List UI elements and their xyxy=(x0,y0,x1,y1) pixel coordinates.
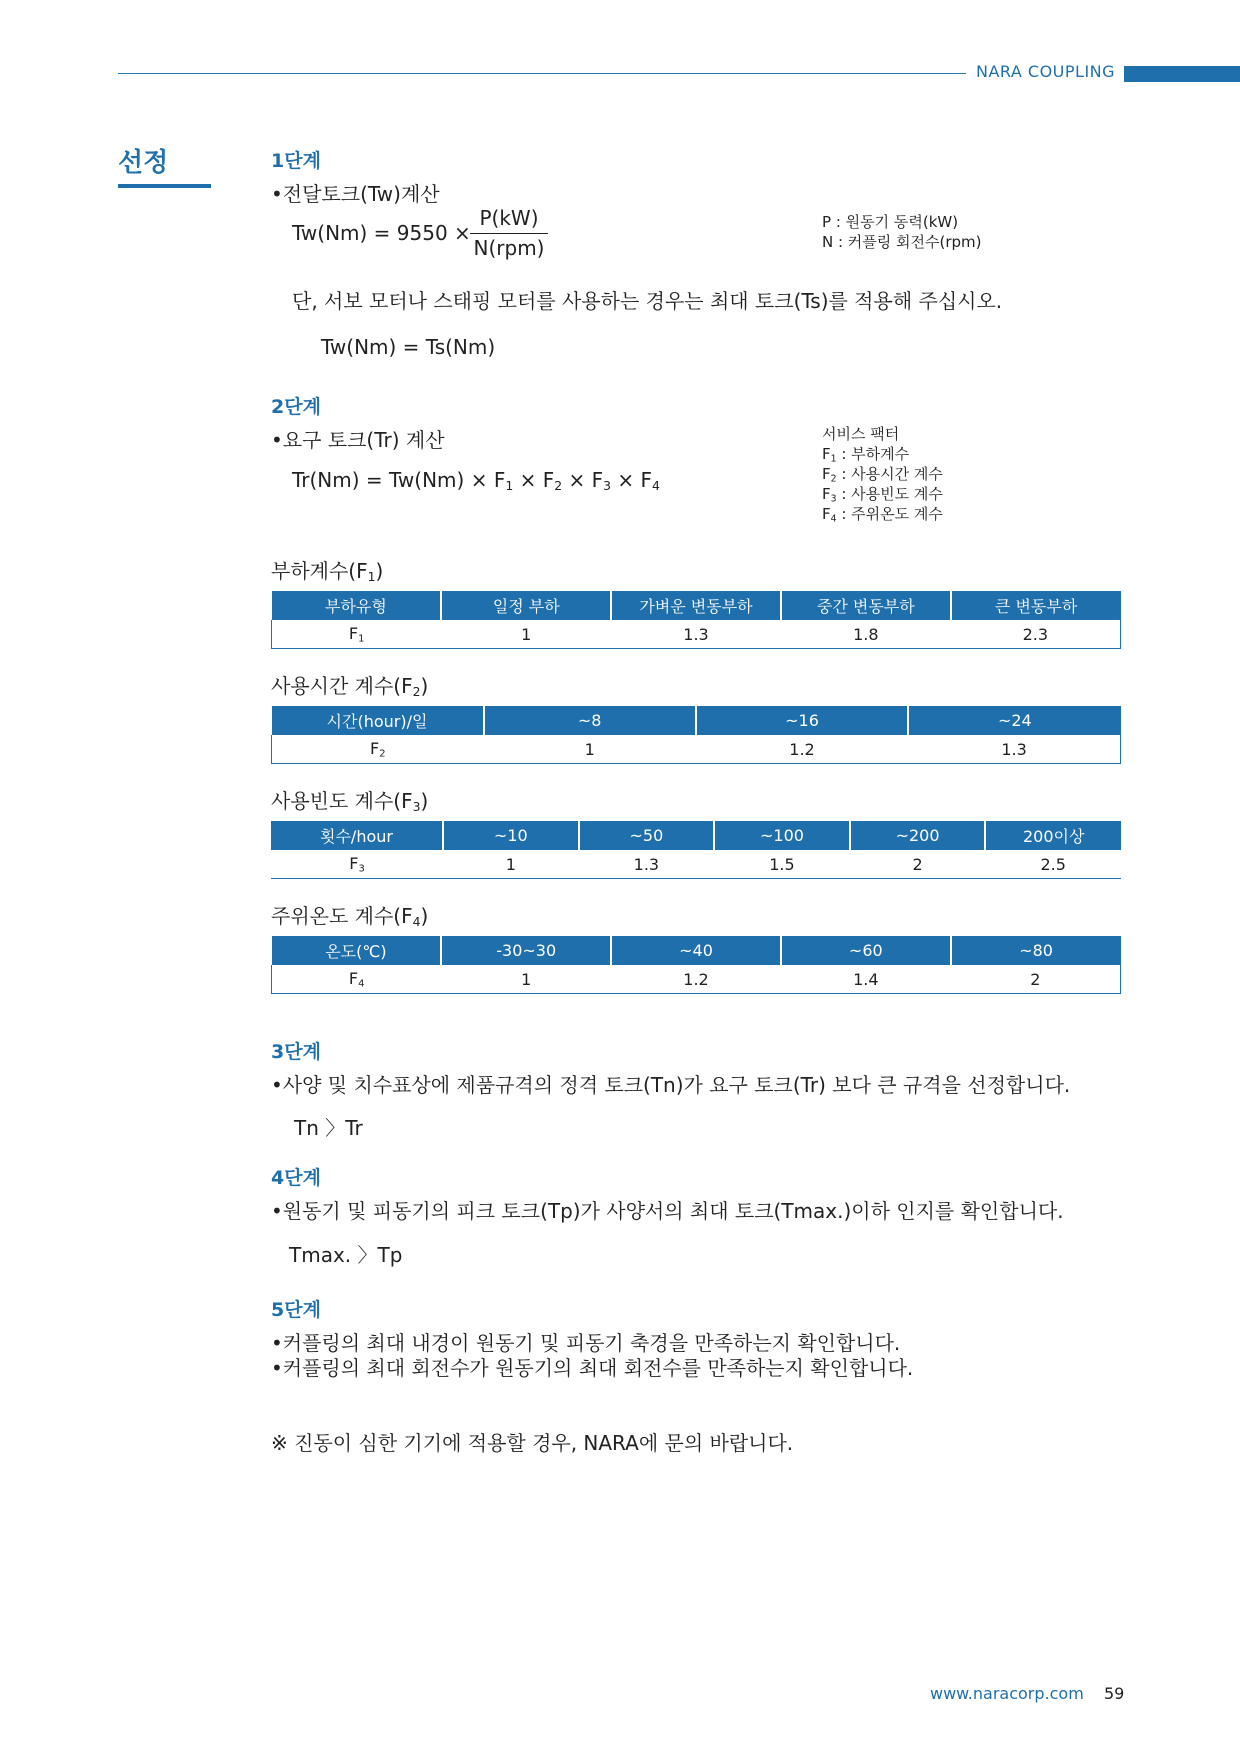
table-header-row xyxy=(272,706,1121,735)
table-header-cell: ~50 xyxy=(579,821,715,850)
table-header-cell: ~24 xyxy=(908,706,1120,735)
table-row xyxy=(272,965,1121,994)
table-row xyxy=(271,850,1121,879)
table-header-cell: ~10 xyxy=(443,821,579,850)
fraction-denominator: N(rpm) xyxy=(473,236,545,260)
table-cell: 2.3 xyxy=(951,620,1121,649)
legend-p: P : 원동기 동력(kW) xyxy=(822,213,959,231)
section-title-underline xyxy=(118,184,211,188)
step3-formula: Tn 〉Tr xyxy=(294,1116,363,1140)
table-header-cell: ~200 xyxy=(850,821,986,850)
table-cell: 1.3 xyxy=(908,735,1120,764)
service-factor-f2: $F_2$ : 사용시간 계수 xyxy=(822,465,943,485)
step1-label: 1단계 xyxy=(271,150,321,172)
table-header-cell: ~8 xyxy=(484,706,696,735)
step1-formula-lhs: Tw(Nm) = 9550 × xyxy=(292,221,471,245)
step1-formula2: Tw(Nm) = Ts(Nm) xyxy=(321,335,496,359)
footer-url[interactable]: www.naracorp.com xyxy=(930,1684,1084,1703)
table-f1-title: 부하계수$(F_1)$ xyxy=(271,559,384,585)
table-cell: 1 xyxy=(443,850,579,879)
header-rule xyxy=(118,73,966,74)
table-header-cell: ~100 xyxy=(714,821,850,850)
table-cell: 1 xyxy=(484,735,696,764)
table-header-cell: 중간 변동부하 xyxy=(781,591,951,620)
step3-text: •사양 및 치수표상에 제품규격의 정격 토크(Tn)가 요구 토크(Tr) 보다 큰 규격을 선정합니다. xyxy=(271,1073,1071,1097)
table-header-cell: 200이상 xyxy=(985,821,1121,850)
table-header-cell: ~16 xyxy=(696,706,908,735)
table-cell: 2 xyxy=(850,850,986,879)
step1-title: •전달토크(Tw)계산 xyxy=(271,182,440,206)
table-f1 xyxy=(271,591,1121,649)
table-cell: 1.3 xyxy=(611,620,781,649)
table-header-cell: 횟수/hour xyxy=(271,821,443,850)
service-factor-f4: $F_4$ : 주위온도 계수 xyxy=(822,505,943,525)
row-label: $F_3$ xyxy=(271,850,443,879)
step4-formula: Tmax. 〉Tp xyxy=(289,1243,403,1267)
step4-label: 4단계 xyxy=(271,1167,321,1189)
header-brand: NARA COUPLING xyxy=(976,62,1116,81)
table-header-cell: ~60 xyxy=(781,936,951,965)
step5-line2: •커플링의 최대 회전수가 원동기의 최대 회전수를 만족하는지 확인합니다. xyxy=(271,1356,914,1380)
table-cell: 2.5 xyxy=(985,850,1121,879)
step4-text: •원동기 및 피동기의 피크 토크(Tp)가 사양서의 최대 토크(Tmax.)이하 인지를 확인합니다. xyxy=(271,1199,1064,1223)
table-f2 xyxy=(271,706,1121,764)
step2-title: •요구 토크(Tr) 계산 xyxy=(271,428,445,452)
table-f4 xyxy=(271,936,1121,994)
service-factor-title: 서비스 팩터 xyxy=(822,425,900,443)
table-header-row xyxy=(272,936,1121,965)
table-f4-title: 주위온도 계수$(F_4)$ xyxy=(271,904,429,930)
table-header-cell: 온도(℃) xyxy=(272,936,442,965)
table-header-row xyxy=(272,591,1121,620)
table-cell: 1.8 xyxy=(781,620,951,649)
step5-line1: •커플링의 최대 내경이 원동기 및 피동기 축경을 만족하는지 확인합니다. xyxy=(271,1331,901,1355)
table-f3 xyxy=(271,821,1121,879)
table-header-cell: ~40 xyxy=(611,936,781,965)
table-header-cell: ~80 xyxy=(951,936,1121,965)
fraction-numerator: P(kW) xyxy=(470,206,548,234)
service-factor-f1: $F_1$ : 부하계수 xyxy=(822,445,910,465)
legend-n: N : 커플링 회전수(rpm) xyxy=(822,233,982,251)
table-cell: 1.4 xyxy=(781,965,951,994)
step3-label: 3단계 xyxy=(271,1041,321,1063)
step1-fraction xyxy=(470,206,548,260)
row-label: $F_4$ xyxy=(272,965,442,994)
section-title: 선정 xyxy=(118,148,169,178)
table-header-cell: 큰 변동부하 xyxy=(951,591,1121,620)
table-header-cell: 가벼운 변동부하 xyxy=(611,591,781,620)
page-number: 59 xyxy=(1104,1684,1125,1703)
table-cell: 1 xyxy=(441,620,611,649)
table-row xyxy=(272,620,1121,649)
table-header-cell: -30~30 xyxy=(441,936,611,965)
table-cell: 1.2 xyxy=(611,965,781,994)
step2-formula: $Tr(Nm) = Tw(Nm) \times F_1 \times F_2 \times F_3 \times F_4$ xyxy=(292,468,660,494)
row-label: $F_1$ xyxy=(272,620,442,649)
table-cell: 2 xyxy=(951,965,1121,994)
table-row xyxy=(272,735,1121,764)
table-header-cell: 일정 부하 xyxy=(441,591,611,620)
step1-note: 단, 서보 모터나 스태핑 모터를 사용하는 경우는 최대 토크(Ts)를 적용해 주십시오. xyxy=(292,289,1003,313)
header-accent-bar xyxy=(1124,66,1240,82)
table-f2-title: 사용시간 계수$(F_2)$ xyxy=(271,674,429,700)
vibration-note: ※ 진동이 심한 기기에 적용할 경우, NARA에 문의 바랍니다. xyxy=(271,1431,794,1455)
table-cell: 1.2 xyxy=(696,735,908,764)
row-label: $F_2$ xyxy=(272,735,484,764)
table-cell: 1 xyxy=(441,965,611,994)
step5-label: 5단계 xyxy=(271,1299,321,1321)
table-cell: 1.5 xyxy=(714,850,850,879)
table-f3-title: 사용빈도 계수$(F_3)$ xyxy=(271,789,429,815)
step2-label: 2단계 xyxy=(271,396,321,418)
table-cell: 1.3 xyxy=(579,850,715,879)
table-header-cell: 부하유형 xyxy=(272,591,442,620)
service-factor-f3: $F_3$ : 사용빈도 계수 xyxy=(822,485,943,505)
table-header-row xyxy=(271,821,1121,850)
table-header-cell: 시간(hour)/일 xyxy=(272,706,484,735)
